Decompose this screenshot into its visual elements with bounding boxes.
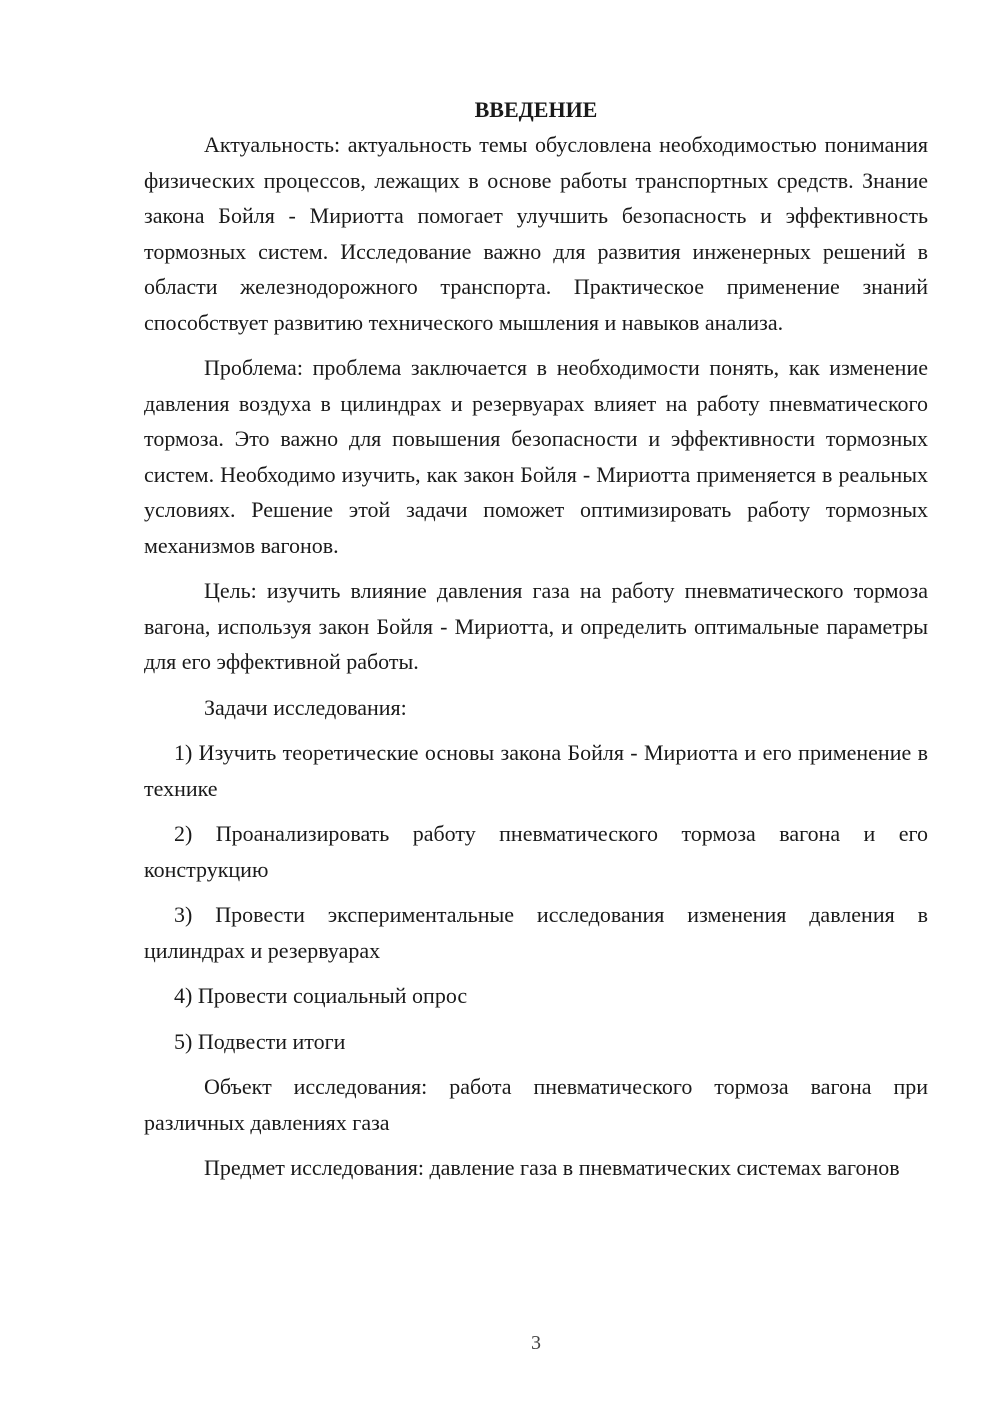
task-item-5: 5) Подвести итоги	[174, 1028, 346, 1054]
page-title: ВВЕДЕНИЕ	[474, 97, 598, 122]
paragraph-problem: Проблема: проблема заключается в необходимости понять, как изменение давления воздуха в цилиндрах и резервуарах влияет на работу пневматического тормоза. Это важно для повышения безопасности и эффективности тормозных систем. Необходимо изучить, как закон Бойля - Мириотта применяется в реальных условиях. Решение этой задачи поможет оптимизировать работу тормозных механизмов вагонов.	[144, 355, 928, 558]
task-item-4: 4) Провести социальный опрос	[174, 983, 468, 1008]
task-item-1: 1) Изучить теоретические основы закона Бойля - Мириотта и его применение в технике	[144, 740, 928, 801]
paragraph-research-subject: Предмет исследования: давление газа в пневматических системах вагонов	[204, 1155, 900, 1180]
task-item-2: 2) Проанализировать работу пневматического тормоза вагона и его конструкцию	[144, 821, 928, 882]
page-number: 3	[531, 1332, 541, 1354]
task-item-3: 3) Провести экспериментальные исследования изменения давления в цилиндрах и резервуарах	[144, 902, 928, 963]
paragraph-relevance: Актуальность: актуальность темы обусловлена необходимостью понимания физических процессов, лежащих в основе работы транспортных средств. Знание закона Бойля - Мириотта помогает улучшить безопасность и эффективность тормозных систем. Исследование важно для развития инженерных решений в области железнодорожного транспорта. Практическое применение знаний способствует развитию технического мышления и навыков анализа.	[144, 132, 928, 335]
paragraph-tasks-heading: Задачи исследования:	[204, 694, 407, 720]
paragraph-research-object: Объект исследования: работа пневматического тормоза вагона при различных давлениях газа	[144, 1074, 928, 1135]
document-page	[144, 92, 928, 1196]
paragraph-goal: Цель: изучить влияние давления газа на работу пневматического тормоза вагона, используя закон Бойля - Мириотта, и определить оптимальные параметры для его эффективной работы.	[144, 578, 928, 674]
